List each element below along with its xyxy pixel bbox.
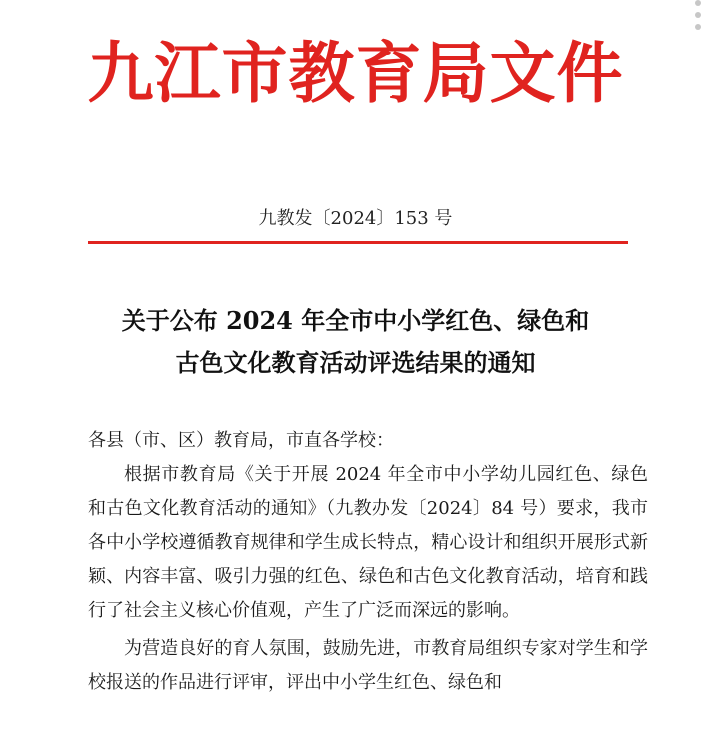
document-number: 九教发〔2024〕153 号 (258, 208, 453, 229)
notice-title (40, 300, 671, 384)
notice-title-line-1: 关于公布 2024 年全市中小学红色、绿色和 (121, 306, 590, 335)
salutation: 各县（市、区）教育局，市直各学校： (88, 430, 394, 451)
notice-title-line-2: 古色文化教育活动评选结果的通知 (175, 348, 536, 377)
notice-body (88, 424, 648, 700)
body-paragraph: 根据市教育局《关于开展 2024 年全市中小学幼儿园红色、绿色和古色文化教育活动的通知》（九教办发〔2024〕84 号）要求，我市各中小学校遵循教育规律和学生成长特点，精心设计和组织开展形式新颖、内容丰富、吸引力强的红色、绿色和古色文化教育活动，培育和践行了社会主义核心价值观，产生了广泛而深远的影响。 (88, 464, 648, 621)
body-paragraph: 为营造良好的育人氛围，鼓励先进，市教育局组织专家对学生和学校报送的作品进行评审，评出中小学生红色、绿色和 (88, 638, 648, 693)
issuer-heading: 九江市教育局文件 (87, 35, 624, 112)
red-divider-line (88, 241, 628, 244)
